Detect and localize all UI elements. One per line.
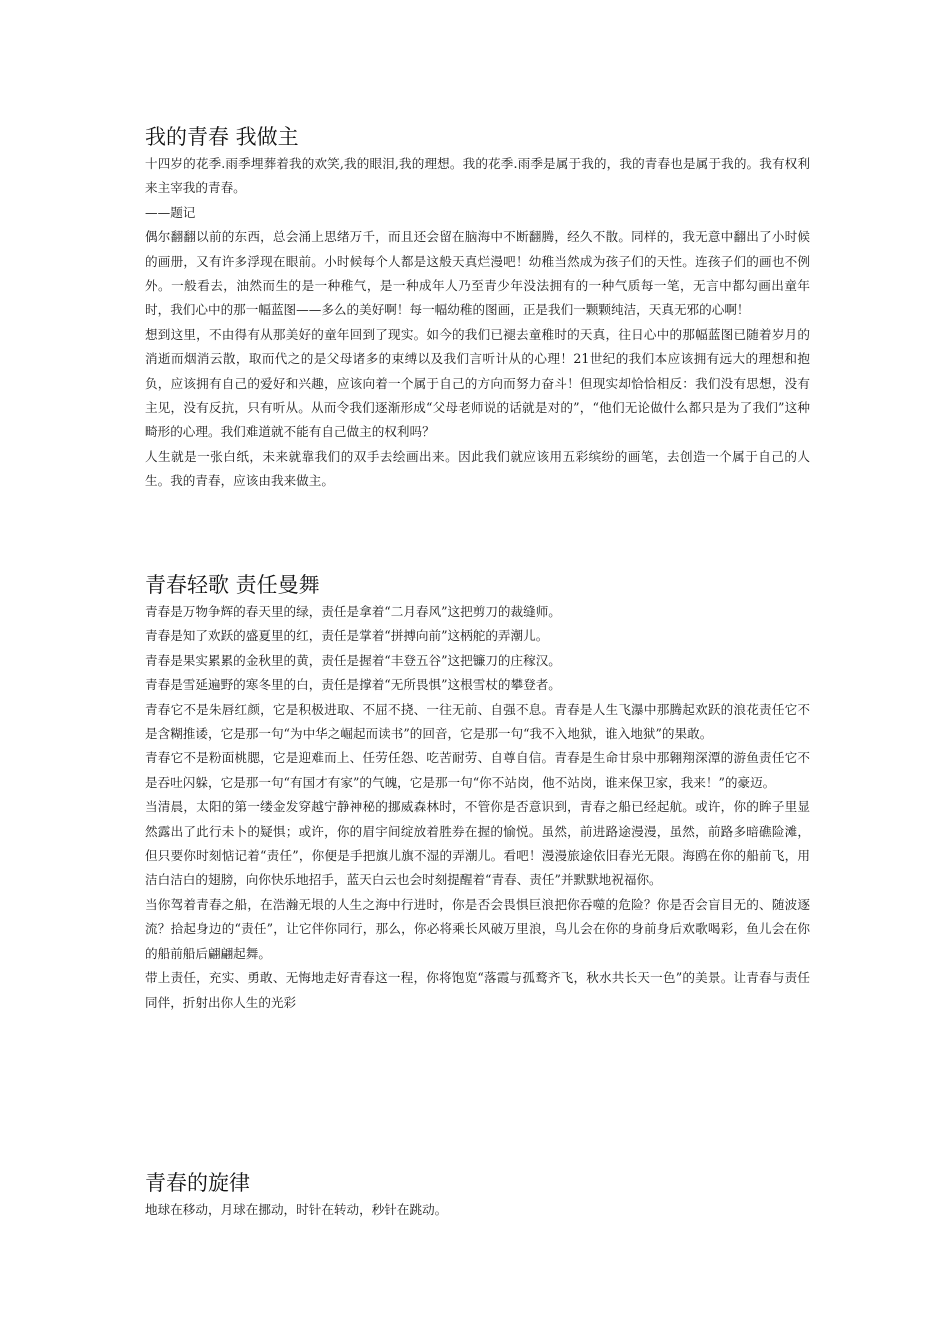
essay-title: 我的青春 我做主: [145, 125, 299, 149]
epigraph-attribution: ——题记: [145, 204, 196, 220]
paragraph: 当你驾着青春之船，在浩瀚无垠的人生之海中行进时，你是否会畏惧巨浪把你吞噬的危险？你是否会盲目无的、随波逐流？拾起身边的“责任”，让它伴你同行，那么，你必将乘长风破万里浪，鸟儿会在你的身前身后欢歌喝彩，鱼儿会在你的船前船后翩翩起舞。: [145, 896, 810, 961]
essay-section-1: [145, 122, 810, 494]
paragraph: 偶尔翻翻以前的东西，总会涌上思绪万千，而且还会留在脑海中不断翻腾，经久不散。同样的，我无意中翻出了小时候的画册，又有许多浮现在眼前。小时候每个人都是这般天真烂漫吧！幼稚当然成为孩子们的天性。连孩子们的画也不例外。一般看去，油然而生的是一种稚气，是一种成年人乃至青少年没法拥有的一种气质每一笔，无言中都勾画出童年时，我们心中的那一幅蓝图——多么的美好啊！每一幅幼稚的图画，正是我们一颗颗纯洁，天真无邪的心啊！: [145, 229, 810, 318]
paragraph: 青春它不是粉面桃腮，它是迎难而上、任劳任怨、吃苦耐劳、自尊自信。青春是生命甘泉中那翱翔深潭的游鱼责任它不是吞吐闪躲，它是那一句“有国才有家”的气魄，它是那一句“你不站岗，他不站岗，谁来保卫家，我来！”的豪迈。: [145, 750, 810, 790]
paragraph: 青春是果实累累的金秋里的黄，责任是握着“丰登五谷”这把镰刀的庄稼汉。: [145, 652, 561, 668]
paragraph: 带上责任，充实、勇敢、无悔地走好青春这一程，你将饱览“落霞与孤鹜齐飞，秋水共长天一色”的美景。让青春与责任同伴，折射出你人生的光彩: [145, 970, 810, 1010]
paragraph: 人生就是一张白纸，未来就靠我们的双手去绘画出来。因此我们就应该用五彩缤纷的画笔，去创造一个属于自己的人生。我的青春，应该由我来做主。: [145, 448, 810, 489]
paragraph: 青春是万物争辉的春天里的绿，责任是拿着“二月春风”这把剪刀的裁缝师。: [145, 604, 561, 619]
paragraph: 地球在移动，月球在挪动，时针在转动，秒针在跳动。: [145, 1202, 448, 1217]
essay-title: 青春轻歌 责任曼舞: [145, 573, 320, 597]
paragraph: 青春它不是朱唇红颜，它是积极进取、不屈不挠、一往无前、自强不息。青春是人生飞瀑中那腾起欢跃的浪花责任它不是含糊推诿，它是那一句“为中华之崛起而读书”的回音，它是那一句“我不入地狱，谁入地狱”的果敢。: [145, 701, 810, 742]
essay-section-3: [145, 1168, 810, 1222]
essay-title: 青春的旋律: [145, 1171, 250, 1195]
paragraph: 十四岁的花季.雨季埋葬着我的欢笑,我的眼泪,我的理想。我的花季.雨季是属于我的，我的青春也是属于我的。我有权利来主宰我的青春。: [145, 156, 810, 196]
paragraph: 当清晨，太阳的第一缕金发穿越宁静神秘的挪威森林时，不管你是否意识到，青春之船已经起航。或许，你的眸子里显然露出了此行未卜的疑惧；或许，你的眉宇间绽放着胜券在握的愉悦。虽然，前进路途漫漫，虽然，前路多暗礁险滩，但只要你时刻惦记着“责任”，你便是手把旗儿旗不湿的弄潮儿。看吧！漫漫旅途依旧春光无限。海鸥在你的船前飞，用洁白洁白的翅膀，向你快乐地招手，蓝天白云也会时刻提醒着“青春、责任”并默默地祝福你。: [145, 799, 810, 888]
paragraph: 青春是知了欢跃的盛夏里的红，责任是掌着“拼搏向前”这柄舵的弄潮儿。: [145, 628, 549, 644]
paragraph: 想到这里，不由得有从那美好的童年回到了现实。如今的我们已褪去童稚时的天真，往日心中的那幅蓝图已随着岁月的消逝而烟消云散，取而代之的是父母诸多的束缚以及我们言听计从的心理！21世纪的我们本应该拥有远大的理想和抱负，应该拥有自己的爱好和兴趣，应该向着一个属于自己的方向而努力奋斗！但现实却恰恰相反：我们没有思想，没有主见，没有反抗，只有听从。从而令我们逐渐形成“父母老师说的话就是对的”，“他们无论做什么都只是为了我们”这种畸形的心理。我们难道就不能有自己做主的权利吗？: [145, 326, 810, 440]
paragraph: 青春是雪延遍野的寒冬里的白，责任是撑着“无所畏惧”这根雪杖的攀登者。: [145, 677, 561, 693]
essay-section-2: [145, 570, 810, 1015]
